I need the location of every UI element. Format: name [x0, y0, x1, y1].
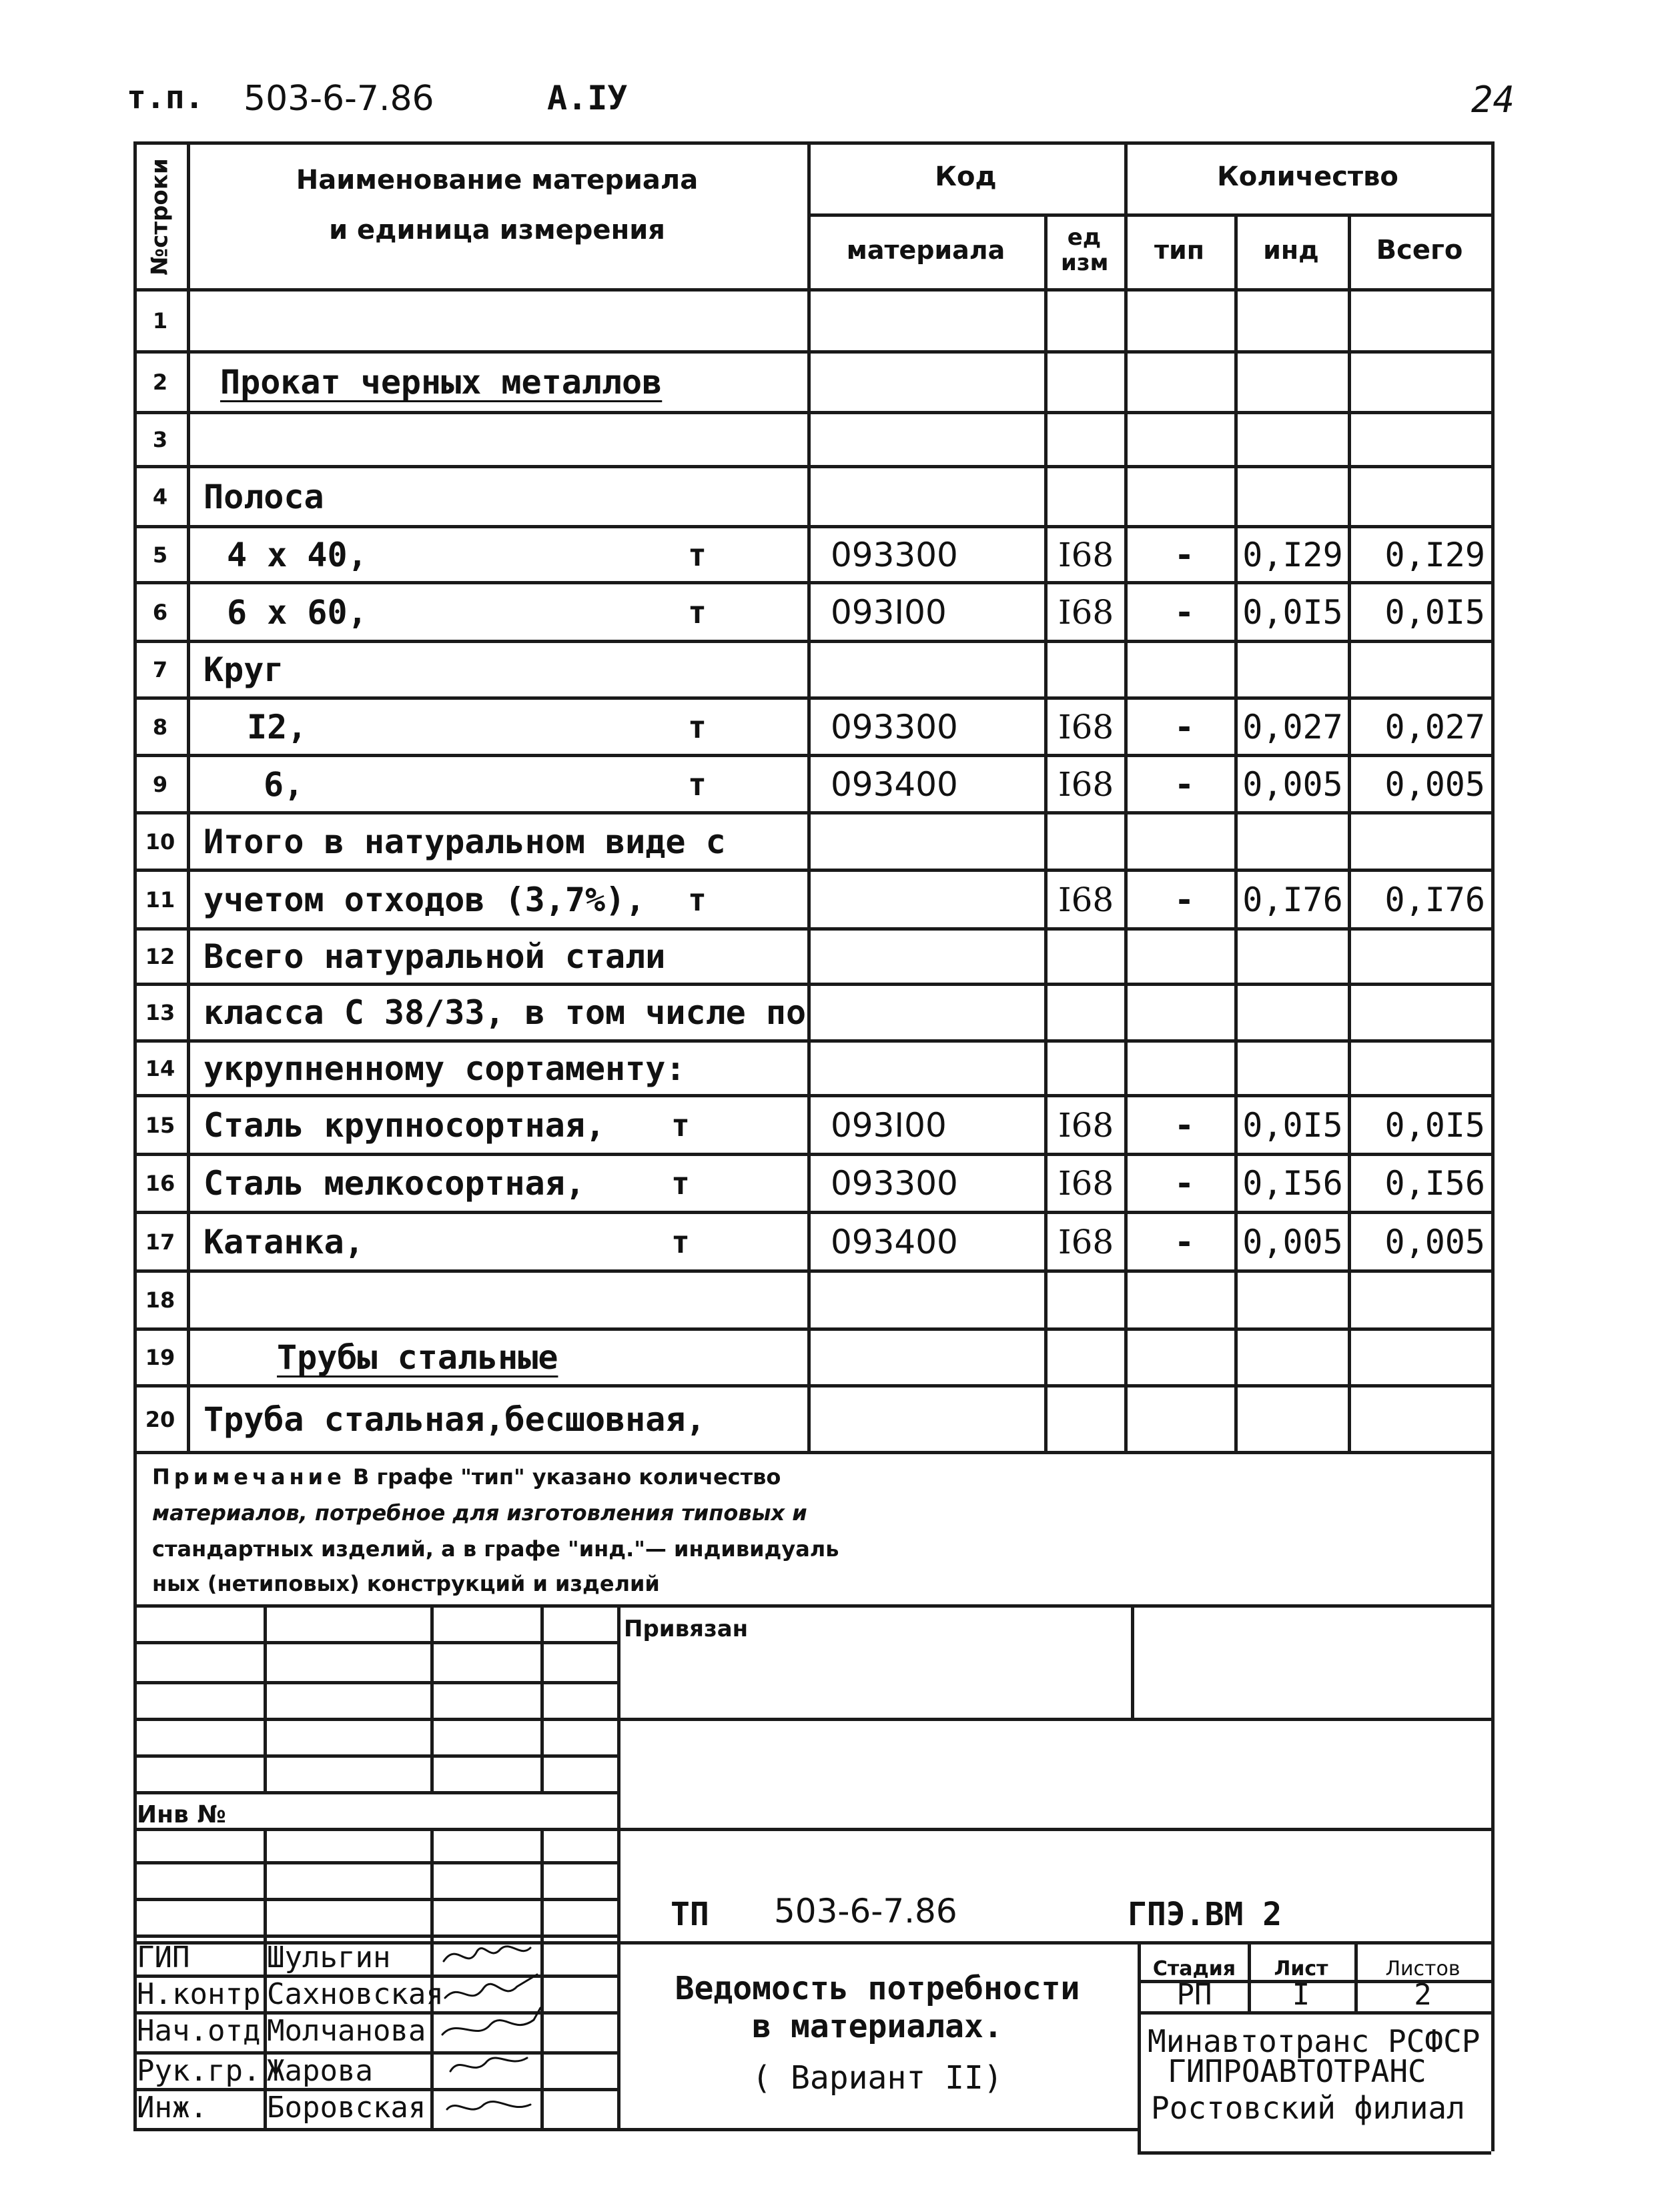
row-number: 15: [145, 1112, 175, 1138]
material-name: Круг: [203, 650, 284, 689]
material-unit: т: [671, 1165, 690, 1201]
material-unit: т: [671, 1107, 690, 1143]
row-number: 19: [145, 1345, 175, 1370]
material-name: Полоса: [203, 477, 324, 516]
qty-ind: 0,I76: [1242, 880, 1343, 919]
signer-name: Жарова: [267, 2053, 373, 2088]
name-header-line2: и единица измерения: [329, 215, 665, 245]
qty-ind: [1238, 1388, 1348, 1451]
row-line: [133, 1269, 1491, 1273]
unit-code: [1048, 1388, 1124, 1451]
sheets-count-value: 2: [1414, 1977, 1432, 2012]
material-code: 093400: [831, 1222, 958, 1261]
document-code: ГПЭ.ВМ 2: [1128, 1896, 1282, 1933]
material-code: [831, 292, 1044, 350]
code-group-header: Код: [935, 161, 997, 192]
row-number: 11: [145, 887, 175, 913]
signer-role: Инж.: [137, 2090, 207, 2125]
note-line3: стандартных изделий, а в графе "инд."— индивидуаль: [152, 1536, 839, 1562]
unit-code: I68: [1058, 1222, 1114, 1261]
material-unit: [677, 414, 717, 465]
material-name: Всего натуральной стали: [203, 937, 666, 976]
qty-ind: [1238, 1273, 1348, 1327]
material-name: Труба стальная,бесшовная,: [203, 1400, 706, 1439]
qty-total: 0,0I5: [1384, 592, 1485, 632]
qty-ind: [1238, 986, 1348, 1039]
qty-ind: [1238, 1043, 1348, 1094]
material-name: учетом отходов (3,7%),: [203, 880, 646, 919]
qty-typ: [1134, 354, 1234, 411]
row-line: [133, 640, 1491, 643]
qty-ind: [1238, 468, 1348, 525]
row-number: 7: [152, 657, 168, 682]
qty-total: 0,005: [1384, 1222, 1485, 1261]
qty-typ: -: [1174, 1105, 1195, 1145]
stamp-bottom-line: [1138, 2151, 1491, 2155]
qty-total: [1349, 986, 1489, 1039]
signer-role: Н.контр: [137, 1977, 261, 2011]
material-code: [831, 468, 1044, 525]
qty-total: [1349, 292, 1489, 350]
header-code: 503-6-7.86: [244, 79, 434, 119]
qty-ind: 0,I56: [1242, 1164, 1343, 1203]
name-header-line1: Наименование материала: [296, 165, 699, 195]
qty-typ-header: тип: [1154, 235, 1204, 265]
row-number: 14: [145, 1055, 175, 1081]
stamp-line: [1138, 2011, 1491, 2015]
organization-line3: Ростовский филиал: [1151, 2090, 1465, 2126]
material-name: Сталь мелкосортная,: [203, 1164, 585, 1203]
material-unit: [677, 468, 717, 525]
material-code: [831, 354, 1044, 411]
document-title-line2: в материалах.: [752, 2007, 1003, 2045]
material-name: укрупненному сортаменту:: [203, 1049, 686, 1088]
col-line: [1044, 213, 1048, 1451]
stamp-bottom-line: [133, 2128, 1138, 2131]
qty-ind: 0,0I5: [1242, 1105, 1343, 1145]
document-title-line3: ( Вариант II): [752, 2059, 1003, 2097]
qty-total: 0,I29: [1384, 535, 1485, 574]
row-number: 1: [152, 308, 168, 334]
material-code: [831, 643, 1044, 696]
unit-code: [1048, 414, 1124, 465]
organization-line1: Минавтотранс РСФСР: [1148, 2023, 1481, 2059]
qty-ind: [1238, 1331, 1348, 1384]
signatures-image: [437, 1934, 544, 2128]
material-code: [831, 1043, 1044, 1094]
qty-ind: [1238, 814, 1348, 869]
qty-ind: 0,I29: [1242, 535, 1343, 574]
row-number: 3: [152, 427, 168, 452]
stamp-line: [133, 1754, 617, 1758]
unit-code: [1048, 468, 1124, 525]
row-number: 12: [145, 944, 175, 969]
signer-name: Боровская: [267, 2090, 426, 2125]
col-line: [1348, 213, 1351, 1451]
qty-ind: [1238, 643, 1348, 696]
organization-line2: ГИПРОАВТОТРАНС: [1168, 2053, 1426, 2089]
material-code: 093I00: [831, 1105, 947, 1145]
page-number: 24: [1471, 79, 1515, 121]
row-line: [133, 411, 1491, 414]
material-unit: [677, 931, 717, 983]
row-line: [133, 581, 1491, 584]
material-name: [203, 292, 854, 350]
qty-total: [1349, 468, 1489, 525]
stamp-line: [133, 1861, 617, 1864]
sheet-value: I: [1292, 1977, 1310, 2012]
material-code: [831, 1331, 1044, 1384]
row-number-column-header: №строки: [147, 157, 173, 275]
material-name: Трубы стальные: [277, 1338, 558, 1377]
row-line: [133, 927, 1491, 931]
unit-code: [1048, 931, 1124, 983]
material-code: 093I00: [831, 592, 947, 632]
stamp-col: [1131, 1604, 1134, 1718]
row-number: 6: [152, 599, 168, 625]
qty-ind: [1238, 414, 1348, 465]
qty-typ: -: [1174, 707, 1195, 746]
qty-typ: -: [1174, 1164, 1195, 1203]
material-unit: [677, 292, 717, 350]
material-name: [203, 414, 854, 465]
unit-code: I68: [1058, 535, 1114, 574]
material-unit: [677, 986, 717, 1039]
privyazan-label: Привязан: [624, 1616, 749, 1642]
qty-total: 0,027: [1384, 707, 1485, 746]
material-unit: т: [671, 1223, 690, 1260]
row-line: [133, 811, 1491, 814]
material-code: 093300: [831, 1164, 958, 1203]
signer-name: Шульгин: [267, 1940, 391, 1975]
material-unit: [677, 1331, 717, 1384]
row-line: [133, 696, 1491, 700]
material-unit: [677, 1388, 717, 1451]
material-unit: т: [688, 536, 707, 573]
row-number: 17: [145, 1229, 175, 1255]
qty-ind-header: инд: [1263, 235, 1319, 265]
unit-code: I68: [1058, 592, 1114, 632]
qty-typ: [1134, 414, 1234, 465]
row-line: [133, 1211, 1491, 1214]
qty-ind: [1238, 931, 1348, 983]
unit-code: I68: [1058, 1164, 1114, 1203]
stamp-col: [617, 1604, 620, 2128]
stamp-line: [133, 1718, 617, 1721]
material-unit: [677, 1273, 717, 1327]
unit-code: I68: [1058, 764, 1114, 804]
material-code: [831, 414, 1044, 465]
qty-typ: [1134, 986, 1234, 1039]
row-line: [133, 1094, 1491, 1097]
row-line: [133, 525, 1491, 528]
qty-ind: [1238, 354, 1348, 411]
row-line: [133, 1039, 1491, 1043]
material-unit: [677, 1043, 717, 1094]
qty-total-header: Всего: [1376, 235, 1463, 265]
tp-code: 503-6-7.86: [774, 1892, 957, 1930]
unit-code: [1048, 354, 1124, 411]
qty-typ: [1134, 468, 1234, 525]
qty-total: [1349, 1388, 1489, 1451]
material-code: [831, 931, 1044, 983]
unit-code: I68: [1058, 707, 1114, 746]
note-line1: [152, 1464, 781, 1490]
unit-code: [1048, 986, 1124, 1039]
qty-total: [1349, 414, 1489, 465]
stamp-top-line: [133, 1604, 1491, 1608]
row-number: 20: [145, 1406, 175, 1432]
material-code: 093400: [831, 764, 958, 804]
qty-typ: [1134, 643, 1234, 696]
stamp-col: [430, 1604, 434, 1791]
qty-typ: -: [1174, 880, 1195, 919]
header-album: А.IУ: [547, 79, 628, 117]
note-line2: материалов, потребное для изготовления типовых и: [152, 1500, 807, 1526]
unit-code: [1048, 1273, 1124, 1327]
row-number: 13: [145, 1000, 175, 1025]
qty-total: [1349, 814, 1489, 869]
material-name: Сталь крупносортная,: [203, 1105, 606, 1145]
qty-total: [1349, 354, 1489, 411]
qty-typ: [1134, 292, 1234, 350]
col-line: [187, 141, 190, 1451]
col-line: [1234, 213, 1238, 1451]
unit-code: I68: [1058, 880, 1114, 919]
qty-total: [1349, 643, 1489, 696]
sheets-count-label: Листов: [1385, 1957, 1461, 1981]
row-number: 2: [152, 370, 168, 395]
material-code: 093300: [831, 535, 958, 574]
tp-label: ТП: [671, 1896, 709, 1933]
material-name: 6,: [264, 764, 304, 804]
unit-code: [1048, 1043, 1124, 1094]
unit-code: [1048, 643, 1124, 696]
row-line: [133, 869, 1491, 872]
qty-total: 0,005: [1384, 764, 1485, 804]
material-name: I2,: [247, 707, 308, 746]
header-bottom-line: [133, 288, 1491, 292]
unit-code: [1048, 814, 1124, 869]
stage-value: РП: [1176, 1977, 1212, 2012]
material-name: 4 х 40,: [227, 535, 368, 574]
row-number: 4: [152, 484, 168, 510]
qty-ind: 0,027: [1242, 707, 1343, 746]
row-number: 5: [152, 542, 168, 568]
row-line: [133, 754, 1491, 757]
stamp-col: [540, 1604, 544, 1791]
material-name: Катанка,: [203, 1222, 364, 1261]
qty-ind: 0,005: [1242, 1222, 1343, 1261]
row-line: [133, 1384, 1491, 1388]
quantity-group-header: Количество: [1217, 161, 1398, 192]
unit-code: I68: [1058, 1105, 1114, 1145]
header-prefix: т.п.: [127, 79, 204, 116]
qty-ind: 0,005: [1242, 764, 1343, 804]
row-line: [133, 983, 1491, 986]
qty-total: [1349, 931, 1489, 983]
material-code: [831, 814, 1044, 869]
material-unit: т: [688, 881, 707, 918]
row-number: 18: [145, 1287, 175, 1313]
qty-typ: [1134, 1273, 1234, 1327]
material-unit: [677, 643, 717, 696]
note-label: Примечание: [152, 1464, 346, 1490]
signer-role: Рук.гр.: [137, 2053, 261, 2088]
qty-total: 0,I76: [1384, 880, 1485, 919]
row-line: [133, 465, 1491, 468]
row-number: 9: [152, 771, 168, 797]
qty-typ: -: [1174, 764, 1195, 804]
unit-header: ед изм: [1061, 224, 1109, 276]
qty-total: 0,0I5: [1384, 1105, 1485, 1145]
stamp-line: [133, 1828, 1491, 1831]
signer-role: ГИП: [137, 1940, 190, 1975]
qty-typ: [1134, 814, 1234, 869]
stage-label: Стадия: [1152, 1957, 1236, 1981]
material-name: 6 х 60,: [227, 592, 368, 632]
row-line: [133, 350, 1491, 354]
material-unit: т: [688, 708, 707, 745]
unit-code: [1048, 292, 1124, 350]
signer-name: Молчанова: [267, 2013, 426, 2048]
qty-ind: 0,0I5: [1242, 592, 1343, 632]
qty-total: [1349, 1273, 1489, 1327]
material-code: [831, 1388, 1044, 1451]
material-unit: т: [688, 594, 707, 630]
frame-left: [133, 141, 137, 1861]
qty-total: [1349, 1331, 1489, 1384]
row-line: [133, 1153, 1491, 1156]
unit-code: [1048, 1331, 1124, 1384]
qty-typ: -: [1174, 1222, 1195, 1261]
col-line: [1124, 141, 1128, 1451]
document-title-line1: Ведомость потребности: [675, 1969, 1080, 2007]
material-unit: т: [688, 766, 707, 802]
note-line4: ных (нетиповых) конструкций и изделий: [152, 1571, 660, 1596]
stamp-line: [133, 1898, 617, 1901]
material-code: [831, 986, 1044, 1039]
qty-typ: [1134, 1388, 1234, 1451]
stamp-col: [264, 1604, 267, 1791]
material-unit: [677, 814, 717, 869]
signer-role: Нач.отд: [137, 2013, 261, 2048]
signer-name: Сахновская: [267, 1977, 444, 2011]
stamp-line: [617, 1718, 1491, 1721]
row-number: 8: [152, 714, 168, 740]
material-code: [831, 872, 1044, 927]
row-line: [133, 1451, 1491, 1454]
qty-total: 0,I56: [1384, 1164, 1485, 1203]
material-code: [831, 1273, 1044, 1327]
qty-typ: -: [1174, 535, 1195, 574]
material-name: Итого в натуральном виде с: [203, 822, 726, 861]
qty-typ: [1134, 1331, 1234, 1384]
material-name: [203, 1273, 854, 1327]
material-unit: [677, 354, 717, 411]
col-line: [807, 141, 811, 1451]
row-number: 16: [145, 1171, 175, 1196]
row-line: [133, 1327, 1491, 1331]
inventory-number-label: Инв №: [137, 1800, 226, 1828]
material-name: Прокат черных металлов: [220, 363, 663, 402]
qty-typ: [1134, 931, 1234, 983]
qty-ind: [1238, 292, 1348, 350]
frame-right: [1491, 141, 1495, 2151]
material-name: класса С 38/33, в том числе по: [203, 993, 807, 1032]
material-code: 093300: [831, 707, 958, 746]
qty-typ: -: [1174, 592, 1195, 632]
row-number: 10: [145, 828, 175, 855]
qty-typ: [1134, 1043, 1234, 1094]
code-material-header: материала: [846, 235, 1005, 265]
sheet-label: Лист: [1274, 1957, 1328, 1981]
note-text-1: В графе "тип" указано количество: [352, 1464, 781, 1490]
stamp-line: [133, 1641, 617, 1644]
stamp-line: [133, 1681, 617, 1684]
qty-total: [1349, 1043, 1489, 1094]
